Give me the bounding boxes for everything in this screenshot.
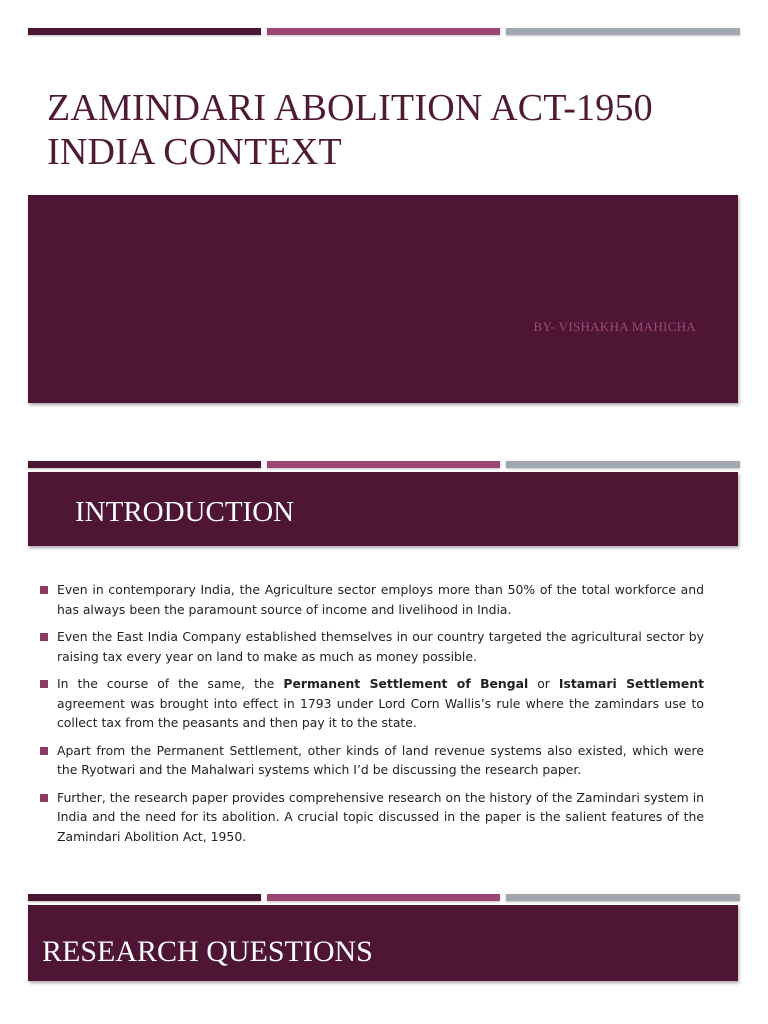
slide1-title-line2: INDIA CONTEXT <box>47 131 342 173</box>
accent-stripe-gray <box>506 894 740 901</box>
slide1-title <box>47 86 727 174</box>
accent-stripe-gray <box>506 461 740 468</box>
bullet-bold-permanent-settlement: Permanent Settlement of Bengal <box>283 676 529 691</box>
accent-stripe-maroon <box>28 461 261 468</box>
accent-stripe-maroon <box>28 28 261 35</box>
list-item <box>40 627 704 666</box>
list-item <box>40 741 704 780</box>
accent-stripe-rose <box>267 28 500 35</box>
square-bullet-icon <box>40 680 48 688</box>
bullet-text: Even the East India Company established themselves in our country targeted the agricultural sector by raising tax every year on land to make as much as money possible. <box>57 629 704 664</box>
bullet-text-pre: In the course of the same, the <box>57 676 284 691</box>
introduction-bullet-list <box>40 580 704 854</box>
slide2-accent-stripes <box>28 461 740 468</box>
bullet-text: Apart from the Permanent Settlement, other kinds of land revenue systems also existed, which were the Ryotwari and the Mahalwari systems which I’d be discussing the research paper. <box>57 742 704 777</box>
slide1-accent-stripes <box>28 28 740 35</box>
list-item <box>40 580 704 619</box>
research-questions-heading: RESEARCH QUESTIONS <box>42 935 373 968</box>
slide2-heading-band <box>28 472 738 546</box>
square-bullet-icon <box>40 794 48 802</box>
introduction-heading: INTRODUCTION <box>75 496 295 528</box>
accent-stripe-rose <box>267 894 500 901</box>
list-item <box>40 674 704 733</box>
accent-stripe-gray <box>506 28 740 35</box>
slide1-title-band <box>28 195 738 403</box>
slide3-accent-stripes <box>28 894 740 901</box>
square-bullet-icon <box>40 586 48 594</box>
square-bullet-icon <box>40 747 48 755</box>
accent-stripe-maroon <box>28 894 261 901</box>
bullet-text-mid: or <box>528 676 559 691</box>
bullet-text: Even in contemporary India, the Agriculture sector employs more than 50% of the total workforce and has always been the paramount source of income and livelihood in India. <box>57 582 704 617</box>
bullet-bold-istamari-settlement: Istamari Settlement <box>558 676 704 691</box>
bullet-text-post: agreement was brought into effect in 1793 under Lord Corn Wallis’s rule where the zamindars use to collect tax from the peasants and then pay it to the state. <box>57 695 704 730</box>
bullet-text: Further, the research paper provides comprehensive research on the history of the Zamindari system in India and the need for its abolition. A crucial topic discussed in the paper is the salient features of the Zamindari Abolition Act, 1950. <box>57 789 704 844</box>
slide3-heading-band <box>28 905 738 981</box>
accent-stripe-rose <box>267 461 500 468</box>
list-item <box>40 788 704 847</box>
square-bullet-icon <box>40 633 48 641</box>
author-byline: BY- VISHAKHA MAHICHA <box>533 319 696 334</box>
slide1-title-line1: ZAMINDARI ABOLITION ACT-1950 <box>47 87 653 129</box>
